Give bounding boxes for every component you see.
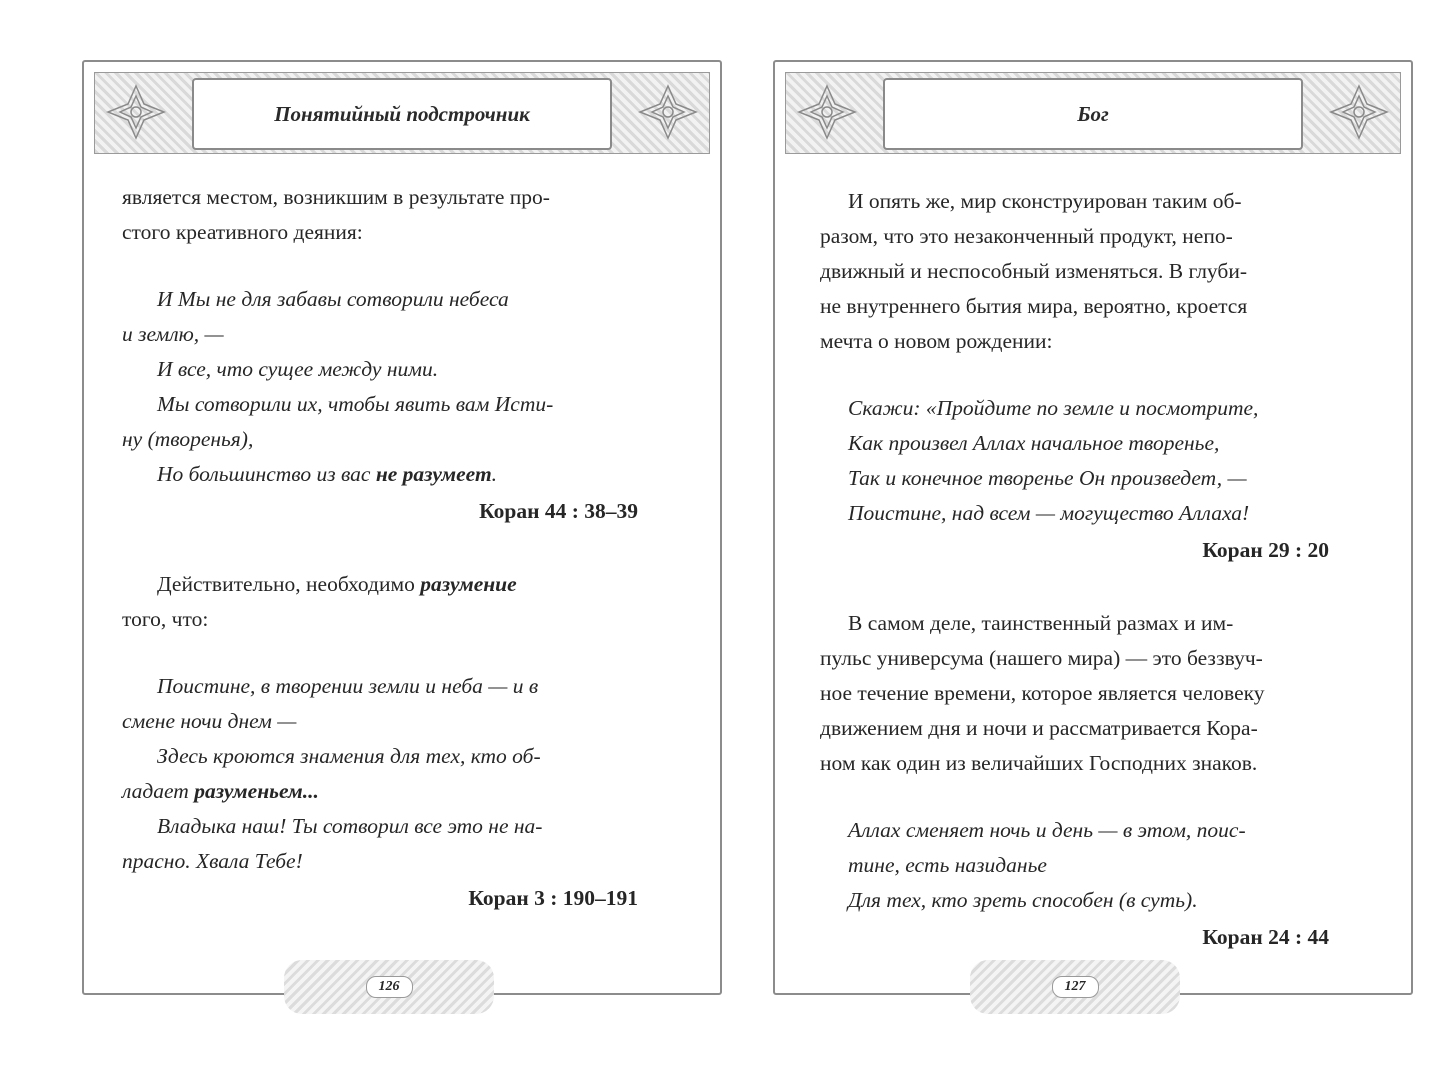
quote-text: ладает bbox=[122, 779, 195, 803]
paragraph bbox=[820, 184, 1329, 359]
text-line: является местом, возникшим в результате про- bbox=[122, 185, 550, 209]
ornament-star-icon bbox=[1329, 84, 1389, 140]
quote-line: И все, что сущее между ними. bbox=[157, 357, 439, 381]
quote-line: Для тех, кто зреть способен (в суть). bbox=[848, 888, 1198, 912]
paragraph bbox=[820, 606, 1329, 781]
quran-quote bbox=[122, 669, 638, 879]
quote-line: И Мы не для забавы сотворили небеса bbox=[157, 287, 509, 311]
quote-line: Так и конечное творенье Он произведет, — bbox=[848, 466, 1247, 490]
quote-line: Поистине, в творении земли и неба — и в bbox=[157, 674, 539, 698]
punctuation: . bbox=[491, 462, 498, 486]
right-page bbox=[773, 60, 1413, 995]
text-line: ное течение времени, которое является человеку bbox=[820, 681, 1265, 705]
emphasis-text: не разумеет bbox=[375, 462, 492, 486]
quote-line: Скажи: «Пройдите по земле и посмотрите, bbox=[848, 396, 1259, 420]
running-header: Бог bbox=[883, 78, 1303, 150]
text-line: мечта о новом рождении: bbox=[820, 329, 1053, 353]
text-line: движный и неспособный изменяться. В глуби- bbox=[820, 259, 1248, 283]
paragraph bbox=[122, 180, 638, 250]
text-line: движением дня и ночи и рассматривается Кора- bbox=[820, 716, 1258, 740]
page-body bbox=[122, 180, 638, 954]
quran-quote bbox=[820, 391, 1329, 531]
quran-quote bbox=[122, 282, 638, 492]
ornament-star-icon bbox=[638, 84, 698, 140]
quote-line: Мы сотворили их, чтобы явить вам Исти- bbox=[157, 392, 554, 416]
quote-line: Поистине, над всем — могущество Аллаха! bbox=[848, 501, 1250, 525]
text-line: В самом деле, таинственный размах и им- bbox=[848, 611, 1234, 635]
text-span: Действительно, необходимо bbox=[157, 572, 421, 596]
quote-line: и землю, — bbox=[122, 322, 224, 346]
quote-line: ну (творенья), bbox=[122, 427, 254, 451]
text-line: стого креативного деяния: bbox=[122, 220, 363, 244]
text-line: того, что: bbox=[122, 607, 209, 631]
page-body bbox=[820, 184, 1329, 993]
text-line: И опять же, мир сконструирован таким об- bbox=[848, 189, 1242, 213]
text-line: пульс универсума (нашего мира) — это беззвуч- bbox=[820, 646, 1263, 670]
page-number: 127 bbox=[1052, 976, 1099, 998]
page-footer-ornament bbox=[284, 960, 494, 1014]
page-footer-ornament bbox=[970, 960, 1180, 1014]
quran-reference: Коран 44 : 38–39 bbox=[479, 499, 638, 523]
quote-line bbox=[122, 774, 638, 809]
text-line: не внутреннего бытия мира, вероятно, кроется bbox=[820, 294, 1248, 318]
text-line bbox=[122, 567, 638, 602]
quote-line: Владыка наш! Ты сотворил все это не на- bbox=[157, 814, 543, 838]
emphasis-text: разумение bbox=[420, 572, 517, 596]
quote-line: прасно. Хвала Тебе! bbox=[122, 849, 303, 873]
quote-text: Но большинство из вас bbox=[157, 462, 376, 486]
quran-reference: Коран 3 : 190–191 bbox=[468, 886, 638, 910]
paragraph bbox=[122, 567, 638, 637]
quote-line: Аллах сменяет ночь и день — в этом, поис- bbox=[848, 818, 1246, 842]
quran-reference: Коран 24 : 44 bbox=[1202, 925, 1329, 949]
quote-line: смене ночи днем — bbox=[122, 709, 297, 733]
text-line: ном как один из величайших Господних знаков. bbox=[820, 751, 1258, 775]
quote-line: Здесь кроются знамения для тех, кто об- bbox=[157, 744, 541, 768]
quran-reference: Коран 29 : 20 bbox=[1202, 538, 1329, 562]
emphasis-text: разуменьем... bbox=[194, 779, 319, 803]
ornament-star-icon bbox=[797, 84, 857, 140]
quote-line bbox=[157, 457, 638, 492]
quote-line: тине, есть назиданье bbox=[848, 853, 1047, 877]
text-line: разом, что это незаконченный продукт, непо- bbox=[820, 224, 1233, 248]
quran-quote bbox=[820, 813, 1329, 918]
quote-line: Как произвел Аллах начальное творенье, bbox=[848, 431, 1220, 455]
left-page bbox=[82, 60, 722, 995]
page-number: 126 bbox=[366, 976, 413, 998]
running-header: Понятийный подстрочник bbox=[192, 78, 612, 150]
ornament-star-icon bbox=[106, 84, 166, 140]
